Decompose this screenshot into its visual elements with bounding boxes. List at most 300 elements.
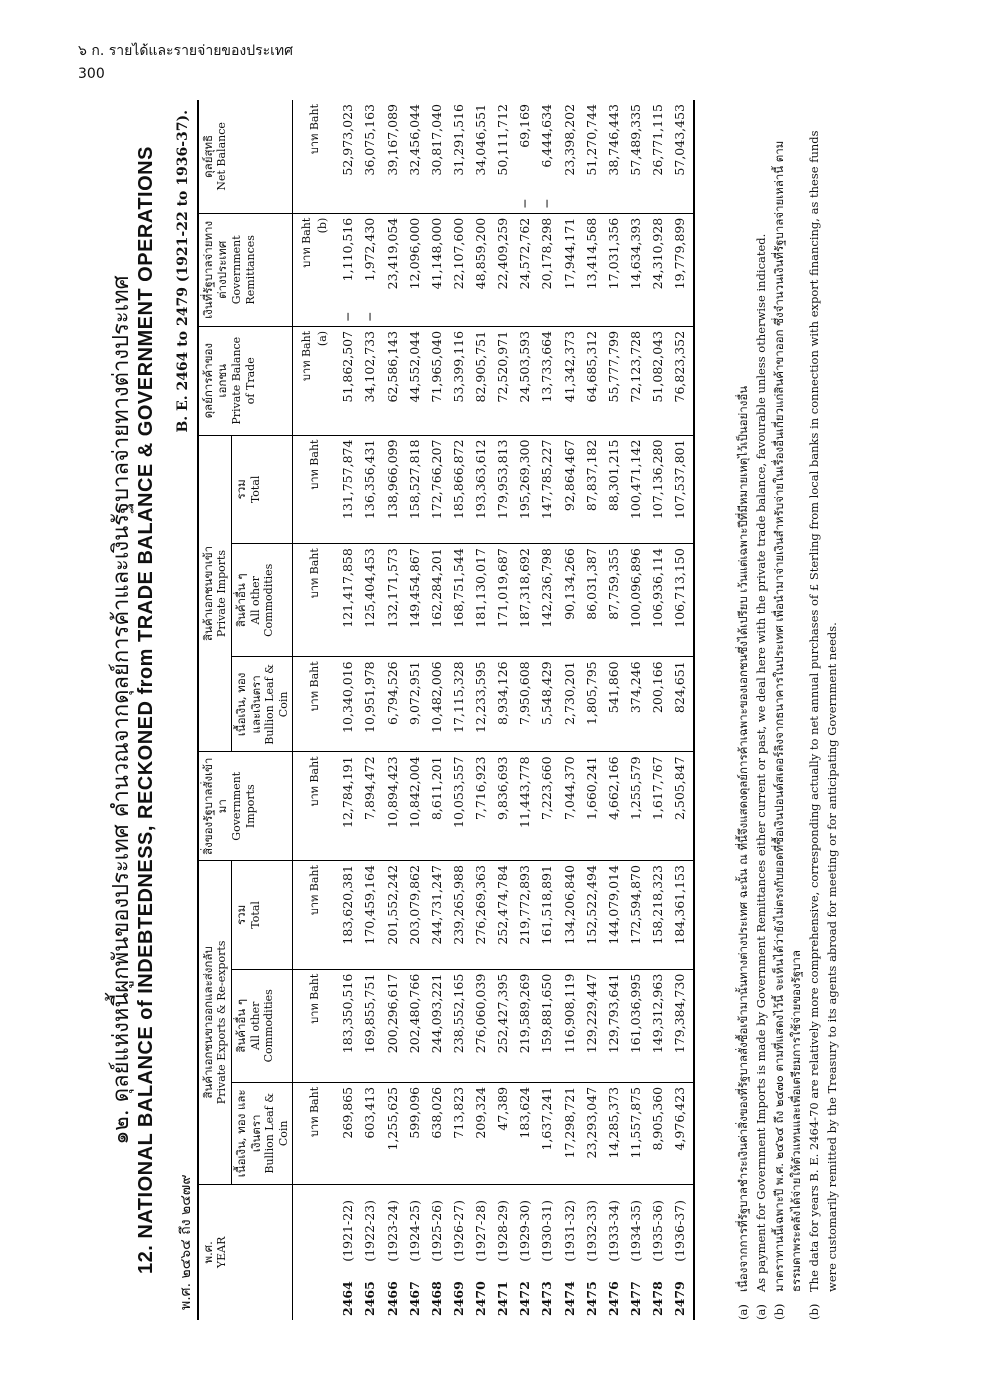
net-balance-cell-value: 69,169: [517, 104, 533, 148]
imports-total-cell-value: 138,966,099: [384, 439, 400, 520]
net-balance-cell: [382, 100, 404, 213]
year-ad-cell: [603, 1184, 625, 1265]
exports-other-cell-value: 129,793,641: [605, 973, 621, 1054]
private-balance-cell: [514, 326, 536, 435]
unit-label: บาท Baht: [293, 969, 337, 1082]
gov-imports-cell-value: 8,611,201: [428, 756, 444, 821]
private-balance-cell: [536, 326, 558, 435]
exports-total-cell: [492, 861, 514, 970]
imports-total-cell-value: 158,527,818: [406, 439, 422, 520]
exports-other-cell-value: 161,036,995: [627, 973, 643, 1054]
exports-bullion-cell-value: 638,026: [428, 1086, 444, 1139]
exports-total-cell-value: 203,079,862: [406, 865, 422, 945]
imports-other-header: [232, 544, 293, 657]
gov-imports-cell-value: 7,044,370: [561, 756, 577, 821]
imports-total-cell: [382, 435, 404, 544]
table-row: [337, 100, 359, 1320]
exports-total-cell-value: 252,474,784: [495, 865, 511, 945]
imports-bullion-cell: [536, 657, 558, 752]
private-balance-cell: [448, 326, 470, 435]
net-balance-cell: [492, 100, 514, 213]
gov-imports-cell-value: 10,842,004: [406, 756, 422, 828]
imports-total-cell: [625, 435, 647, 544]
imports-total-cell: [581, 435, 603, 544]
remittances-cell: [404, 213, 426, 326]
rotated-table-page: [95, 100, 945, 1320]
net-balance-cell: [559, 100, 581, 213]
exports-bullion-cell: [337, 1082, 359, 1184]
exports-bullion-cell: [514, 1082, 536, 1184]
remittances-cell: [492, 213, 514, 326]
table-row: [514, 100, 536, 1320]
remittances-cell-value: 22,107,600: [450, 217, 466, 290]
net-balance-cell: [625, 100, 647, 213]
table-row: [492, 100, 514, 1320]
exports-other-th: สินค้าอื่น ๆ: [234, 998, 249, 1053]
gov-imports-header: [198, 752, 293, 861]
year-ad-cell: [404, 1184, 426, 1265]
private-balance-cell: [470, 326, 492, 435]
imports-bullion-cell-value: 2,730,201: [561, 661, 577, 725]
imports-other-en: All other Commodities: [248, 563, 276, 637]
imports-bullion-cell-value: 17,115,328: [450, 661, 466, 733]
imports-bullion-cell: [514, 657, 536, 752]
exports-bullion-cell: [404, 1082, 426, 1184]
remittances-cell-value: 24,572,762: [517, 217, 533, 290]
imports-bullion-cell: [603, 657, 625, 752]
exports-other-cell: [492, 969, 514, 1082]
year-be-cell: [492, 1266, 514, 1320]
exports-total-cell: [559, 861, 581, 970]
exports-bullion-cell-value: 713,823: [450, 1086, 466, 1139]
imports-total-cell: [470, 435, 492, 544]
exports-total-cell: [581, 861, 603, 970]
imports-total-cell-value: 185,866,872: [450, 439, 466, 520]
private-balance-cell: [337, 326, 359, 435]
exports-bullion-cell-value: 4,976,423: [672, 1086, 688, 1151]
remittances-cell-value: 14,634,393: [627, 217, 643, 290]
remittances-cell-value: 20,178,298: [539, 217, 555, 290]
year-ad-cell-value: (1928-29): [495, 1199, 511, 1262]
year-be-cell-value: 2478: [650, 1281, 665, 1316]
remittances-cell-value: 48,859,200: [473, 217, 488, 290]
private-balance-cell-value: 51,862,507: [340, 330, 356, 403]
year-be-cell-value: 2469: [450, 1281, 466, 1316]
year-be-cell: [603, 1266, 625, 1320]
exports-total-cell-value: 134,206,840: [561, 865, 577, 945]
unit-label: บาท Baht: [293, 435, 337, 544]
negative-sign: −: [340, 311, 356, 322]
year-ad-cell-value: (1926-27): [450, 1199, 466, 1262]
imports-other-cell-value: 100,096,896: [627, 548, 643, 628]
exports-bullion-cell: [581, 1082, 603, 1184]
remittances-cell: [581, 213, 603, 326]
exports-other-cell-value: 202,480,766: [406, 973, 422, 1054]
private-balance-cell-value: 72,123,728: [627, 330, 643, 403]
imports-bullion-cell: [359, 657, 381, 752]
private-balance-cell-value: 62,586,143: [384, 330, 400, 403]
exports-other-cell: [359, 969, 381, 1082]
exports-total-en: Total: [248, 901, 262, 929]
exports-other-cell: [647, 969, 669, 1082]
imports-bullion-cell-value: 10,340,016: [340, 661, 356, 733]
exports-total-cell-value: 183,620,381: [340, 865, 356, 945]
remittances-cell-value: 1,972,430: [362, 217, 378, 282]
exports-total-cell: [536, 861, 558, 970]
private-balance-cell-value: 55,777,799: [605, 330, 621, 403]
imports-other-cell: [581, 544, 603, 657]
net-balance-cell-value: 26,771,115: [650, 104, 665, 176]
year-ad-cell-value: (1936-37): [672, 1199, 688, 1262]
net-balance-cell-value: 38,746,443: [605, 104, 621, 176]
exports-other-cell-value: 149,312,963: [650, 973, 665, 1054]
exports-total-cell-value: 170,459,164: [362, 865, 378, 945]
year-be-cell-value: 2466: [384, 1281, 400, 1316]
imports-total-th: รวม: [234, 479, 249, 500]
exports-bullion-cell-value: 8,905,360: [650, 1086, 665, 1151]
imports-group-header: [198, 435, 232, 752]
exports-total-header: [232, 861, 293, 970]
year-ad-cell: [492, 1184, 514, 1265]
remittances-cell: [536, 213, 558, 326]
imports-total-cell: [559, 435, 581, 544]
exports-bullion-th: เนื้อเงิน, ทอง และเงินตรา: [234, 1089, 263, 1178]
footnote: [771, 100, 807, 1320]
exports-other-cell-value: 129,229,447: [583, 973, 599, 1054]
exports-total-cell-value: 172,594,870: [627, 865, 643, 945]
imports-total-cell-value: 195,269,300: [517, 439, 533, 520]
unit-label-text: บาท Baht: [300, 330, 314, 381]
imports-other-th: สินค้าอื่น ๆ: [234, 573, 249, 628]
gov-imports-cell-value: 1,255,579: [627, 756, 643, 821]
imports-group-th: สินค้าเอกชนขาเข้า: [201, 545, 215, 642]
private-balance-cell: [492, 326, 514, 435]
net-balance-cell: [359, 100, 381, 213]
imports-total-cell: [337, 435, 359, 544]
net-balance-cell-value: 6,444,634: [539, 104, 555, 168]
net-balance-cell-value: 30,817,040: [428, 104, 444, 176]
exports-total-cell-value: 201,552,242: [384, 865, 400, 945]
imports-bullion-cell: [404, 657, 426, 752]
year-header: [198, 1184, 293, 1320]
imports-bullion-cell: [669, 657, 694, 752]
page-number: 300: [78, 66, 105, 82]
net-balance-cell: [448, 100, 470, 213]
imports-bullion-cell-value: 8,934,126: [495, 661, 511, 725]
year-header-th: พ.ศ.: [201, 1241, 215, 1264]
year-ad-cell: [426, 1184, 448, 1265]
remittances-cell-value: 19,779,899: [672, 217, 688, 290]
exports-other-cell-value: 238,552,165: [450, 973, 466, 1054]
note-a-marker: (a): [316, 330, 330, 347]
year-ad-cell: [536, 1184, 558, 1265]
private-balance-cell-value: 51,082,043: [650, 330, 665, 403]
unit-label-text: บาท Baht: [300, 217, 314, 268]
imports-total-cell: [514, 435, 536, 544]
unit-label: บาท Baht: [293, 657, 337, 752]
imports-other-cell-value: 90,134,266: [561, 548, 577, 620]
net-balance-cell-value: 51,270,744: [583, 104, 599, 176]
negative-sign: −: [539, 198, 555, 209]
imports-total-cell: [492, 435, 514, 544]
imports-other-cell: [536, 544, 558, 657]
imports-bullion-th: เนื้อเงิน, ทอง และเงินตรา: [234, 672, 263, 737]
year-ad-cell-value: (1921-22): [340, 1199, 356, 1262]
net-balance-cell-value: 57,489,335: [627, 104, 643, 176]
year-ad-cell: [382, 1184, 404, 1265]
year-be-cell: [581, 1266, 603, 1320]
exports-total-cell-value: 184,361,153: [672, 865, 688, 945]
year-be-cell: [625, 1266, 647, 1320]
remittances-cell-value: 17,031,356: [605, 217, 621, 290]
exports-total-cell-value: 276,269,363: [473, 865, 488, 945]
gov-imports-en: Government Imports: [229, 771, 257, 841]
exports-bullion-cell: [625, 1082, 647, 1184]
exports-other-cell-value: 219,589,269: [517, 973, 533, 1054]
exports-total-cell: [669, 861, 694, 970]
exports-bullion-cell-value: 14,285,373: [605, 1086, 621, 1159]
exports-other-cell-value: 252,427,395: [495, 973, 511, 1054]
remittances-cell: [448, 213, 470, 326]
imports-bullion-cell-value: 1,805,795: [583, 661, 599, 725]
exports-bullion-cell: [647, 1082, 669, 1184]
footnote: [806, 100, 842, 1320]
imports-bullion-en: Bullion Leaf & Coin: [262, 664, 290, 745]
exports-group-th: สินค้าเอกชนขาออกและส่งกลับ: [201, 946, 215, 1099]
exports-bullion-cell-value: 47,389: [495, 1086, 511, 1131]
period-thai: พ.ศ. ๒๔๖๔ ถึง ๒๔๗๙: [178, 1174, 194, 1310]
footnote-text: As payment for Government Imports is made by Government Remittances either current or past, we deal here with the private trade balance, favourable unless otherwise indicated.: [753, 233, 768, 1292]
imports-bullion-cell-value: 7,950,608: [517, 661, 533, 725]
exports-total-cell: [448, 861, 470, 970]
exports-bullion-cell: [448, 1082, 470, 1184]
imports-bullion-cell-value: 9,072,951: [406, 661, 422, 725]
exports-total-cell-value: 158,218,323: [650, 865, 665, 945]
indebtedness-table: [197, 100, 695, 1320]
remittances-header: [198, 213, 293, 326]
net-balance-cell: [404, 100, 426, 213]
exports-bullion-cell: [536, 1082, 558, 1184]
exports-other-cell-value: 244,093,221: [428, 973, 444, 1054]
imports-total-cell: [426, 435, 448, 544]
year-ad-cell: [337, 1184, 359, 1265]
imports-other-cell: [404, 544, 426, 657]
footnote-marker: (a): [753, 1304, 768, 1320]
exports-other-cell-value: 116,908,119: [561, 973, 577, 1054]
imports-other-cell-value: 106,936,114: [650, 548, 665, 628]
exports-bullion-cell: [426, 1082, 448, 1184]
gov-imports-cell: [581, 752, 603, 861]
private-balance-cell: [669, 326, 694, 435]
year-ad-cell-value: (1929-30): [517, 1199, 533, 1262]
exports-other-cell: [448, 969, 470, 1082]
private-balance-cell-value: 44,552,044: [406, 330, 422, 403]
exports-bullion-cell: [492, 1082, 514, 1184]
exports-total-cell: [337, 861, 359, 970]
gov-imports-cell: [337, 752, 359, 861]
imports-total-cell: [603, 435, 625, 544]
gov-imports-cell-value: 7,894,472: [362, 756, 378, 821]
year-be-cell-value: 2465: [362, 1281, 378, 1316]
year-be-cell-value: 2470: [473, 1281, 488, 1316]
table-row: [470, 100, 492, 1320]
imports-bullion-cell: [647, 657, 669, 752]
imports-bullion-cell-value: 6,794,526: [384, 661, 400, 725]
year-ad-cell: [359, 1184, 381, 1265]
exports-group-en: Private Exports & Re-exports: [215, 940, 229, 1105]
year-be-cell-value: 2467: [406, 1281, 422, 1316]
table-row: [625, 100, 647, 1320]
exports-total-cell: [426, 861, 448, 970]
exports-bullion-en: Bullion Leaf & Coin: [262, 1092, 290, 1174]
year-ad-cell-value: (1924-25): [406, 1199, 422, 1262]
gov-imports-cell-value: 7,716,923: [473, 756, 488, 821]
imports-group-en: Private Imports: [215, 549, 229, 638]
exports-bullion-cell: [359, 1082, 381, 1184]
private-balance-cell: [359, 326, 381, 435]
exports-total-cell: [603, 861, 625, 970]
net-balance-cell-value: 23,398,202: [561, 104, 577, 176]
imports-total-cell: [669, 435, 694, 544]
imports-other-cell-value: 142,236,798: [539, 548, 555, 628]
remittances-cell: [647, 213, 669, 326]
gov-imports-cell: [647, 752, 669, 861]
imports-other-cell-value: 132,171,573: [384, 548, 400, 628]
private-balance-header: [198, 326, 293, 435]
table-row: [404, 100, 426, 1320]
imports-other-cell: [669, 544, 694, 657]
year-be-cell: [669, 1266, 694, 1320]
exports-other-cell-value: 169,855,751: [362, 973, 378, 1054]
imports-total-cell: [448, 435, 470, 544]
remittances-cell-value: 1,110,516: [340, 217, 356, 282]
net-balance-cell: [603, 100, 625, 213]
net-balance-cell-value: 32,456,044: [406, 104, 422, 176]
gov-imports-cell: [625, 752, 647, 861]
year-ad-cell-value: (1923-24): [384, 1199, 400, 1262]
imports-other-cell: [337, 544, 359, 657]
imports-total-cell: [647, 435, 669, 544]
exports-total-cell-value: 239,265,988: [450, 865, 466, 945]
year-be-cell: [448, 1266, 470, 1320]
imports-total-cell-value: 107,537,801: [672, 439, 688, 520]
imports-other-cell: [492, 544, 514, 657]
footnote: [753, 100, 771, 1320]
exports-other-header: [232, 969, 293, 1082]
remittances-cell: [669, 213, 694, 326]
imports-other-cell: [603, 544, 625, 657]
year-ad-cell-value: (1933-34): [605, 1199, 621, 1262]
year-ad-cell-value: (1931-32): [561, 1199, 577, 1262]
exports-bullion-cell-value: 599,096: [406, 1086, 422, 1139]
year-be-cell-value: 2476: [605, 1281, 621, 1316]
remittances-cell: [625, 213, 647, 326]
exports-other-cell: [404, 969, 426, 1082]
imports-bullion-cell-value: 5,548,429: [539, 661, 555, 725]
year-be-cell: [647, 1266, 669, 1320]
remittances-cell-value: 13,414,568: [583, 217, 599, 290]
year-be-cell-value: 2479: [672, 1281, 688, 1316]
net-balance-cell: [514, 100, 536, 213]
footnote-marker: (b): [771, 1303, 786, 1320]
net-balance-header: [198, 100, 293, 213]
footnote: [735, 100, 753, 1320]
imports-bullion-cell: [337, 657, 359, 752]
unit-label: บาท Baht: [293, 544, 337, 657]
private-balance-cell-value: 13,733,664: [539, 330, 555, 403]
imports-total-cell: [359, 435, 381, 544]
private-balance-cell-value: 72,520,971: [495, 330, 511, 403]
year-ad-cell: [559, 1184, 581, 1265]
table-row: [382, 100, 404, 1320]
exports-other-cell: [625, 969, 647, 1082]
imports-total-cell-value: 88,301,215: [605, 439, 621, 512]
table-row: [581, 100, 603, 1320]
exports-bullion-cell-value: 269,865: [340, 1086, 356, 1139]
remittances-cell-value: 12,096,000: [406, 217, 422, 290]
gov-imports-cell-value: 2,505,847: [672, 756, 688, 821]
net-balance-cell-value: 31,291,516: [450, 104, 466, 176]
year-ad-cell-value: (1922-23): [362, 1199, 378, 1262]
table-row: [647, 100, 669, 1320]
table-row: [536, 100, 558, 1320]
year-header-en: YEAR: [215, 1236, 229, 1269]
exports-bullion-cell-value: 1,637,241: [539, 1086, 555, 1151]
year-be-cell-value: 2473: [539, 1281, 555, 1316]
exports-bullion-cell-value: 23,293,047: [583, 1086, 599, 1159]
imports-total-cell: [404, 435, 426, 544]
imports-bullion-cell: [559, 657, 581, 752]
gov-imports-cell-value: 12,784,191: [340, 756, 356, 828]
year-be-cell-value: 2472: [517, 1281, 533, 1316]
table-body: [337, 100, 694, 1320]
net-balance-cell: [470, 100, 492, 213]
year-ad-cell-value: (1925-26): [428, 1199, 444, 1262]
year-ad-cell: [647, 1184, 669, 1265]
year-be-cell-value: 2468: [428, 1281, 444, 1316]
net-balance-cell: [426, 100, 448, 213]
imports-bullion-cell-value: 10,951,978: [362, 661, 378, 733]
gov-imports-cell-value: 4,662,166: [605, 756, 621, 821]
table-row: [426, 100, 448, 1320]
imports-other-cell: [514, 544, 536, 657]
exports-other-cell: [669, 969, 694, 1082]
gov-imports-cell: [470, 752, 492, 861]
unit-label: [293, 326, 337, 435]
exports-bullion-cell-value: 603,413: [362, 1086, 378, 1139]
remittances-cell: [337, 213, 359, 326]
net-balance-th: ดุลย์สุทธิ: [201, 134, 215, 178]
exports-other-cell: [426, 969, 448, 1082]
imports-other-cell: [359, 544, 381, 657]
private-balance-cell-value: 64,685,312: [583, 330, 599, 403]
remittances-cell: [426, 213, 448, 326]
gov-imports-cell: [559, 752, 581, 861]
unit-label: บาท Baht: [293, 752, 337, 861]
net-balance-cell: [669, 100, 694, 213]
remittances-cell: [559, 213, 581, 326]
gov-imports-cell: [448, 752, 470, 861]
exports-total-cell: [625, 861, 647, 970]
gov-imports-th: สิ่งของรัฐบาลสั่งเข้ามา: [201, 757, 230, 855]
year-be-cell: [382, 1266, 404, 1320]
exports-other-cell: [337, 969, 359, 1082]
exports-bullion-cell: [603, 1082, 625, 1184]
imports-other-cell: [382, 544, 404, 657]
private-balance-cell: [647, 326, 669, 435]
imports-total-cell: [536, 435, 558, 544]
private-balance-cell: [382, 326, 404, 435]
